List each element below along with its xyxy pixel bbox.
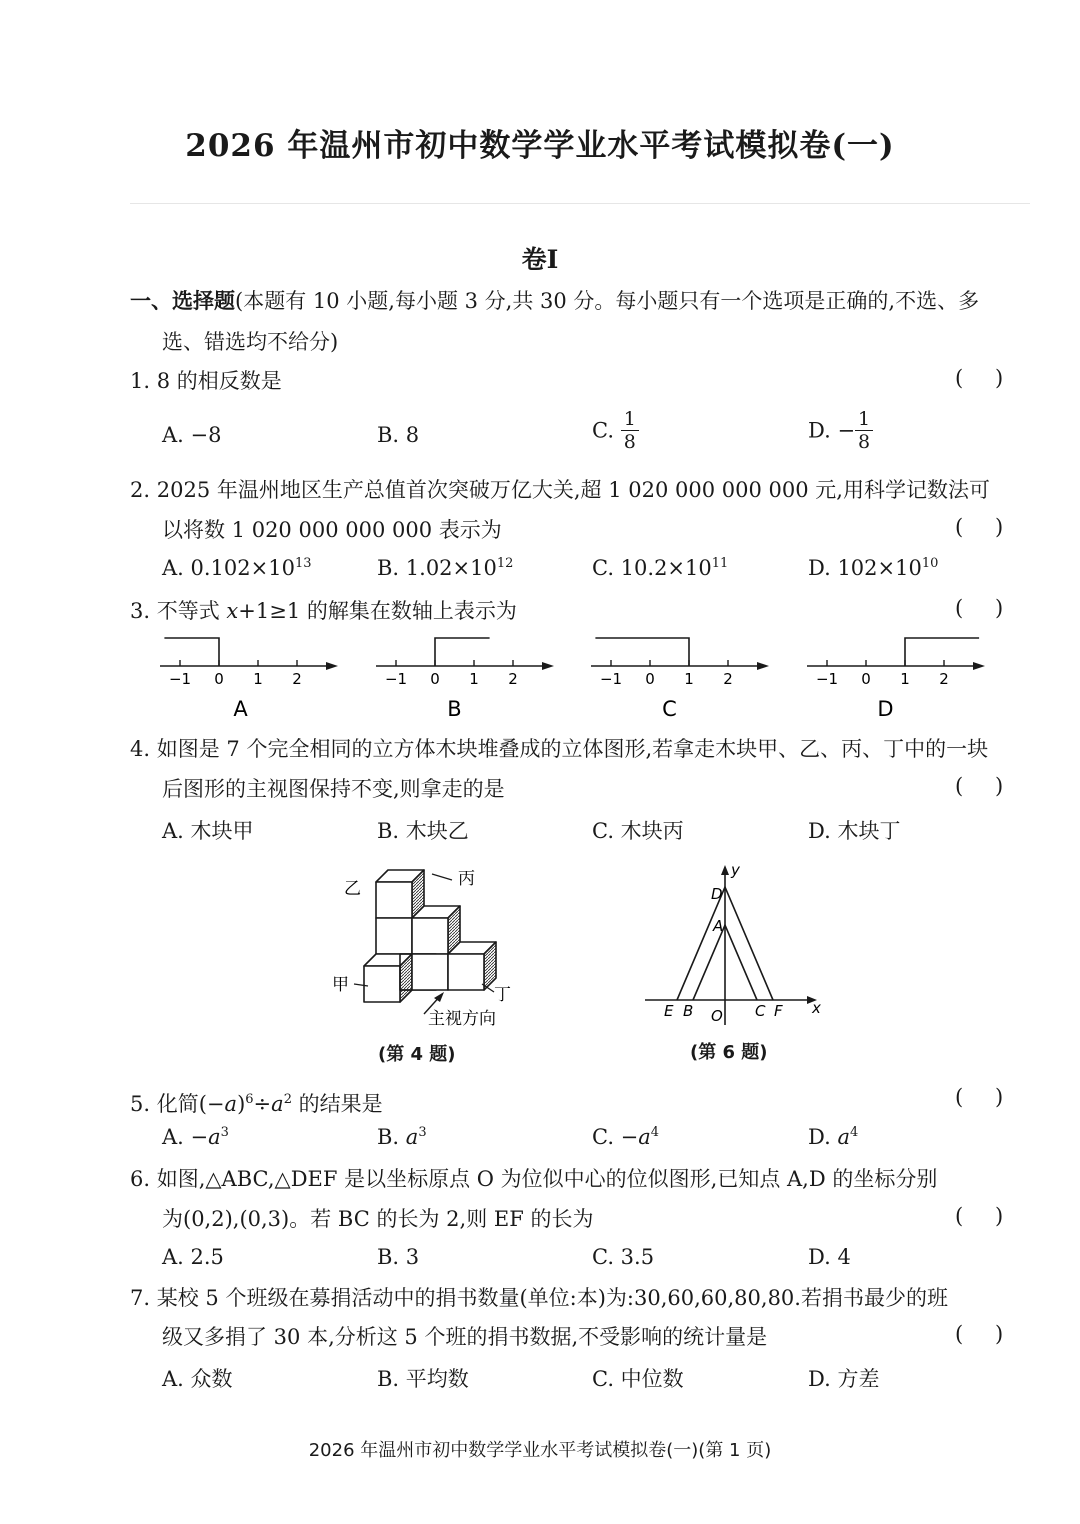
svg-text:F: F	[774, 1002, 783, 1020]
q7-option-c: C. 中位数	[592, 1367, 684, 1391]
page-footer: 2026 年温州市初中数学学业水平考试模拟卷(一)(第 1 页)	[308, 1440, 772, 1461]
q4-option-d: D. 木块丁	[808, 819, 901, 843]
q6-option-b: B. 3	[377, 1245, 420, 1269]
q4-answer-bracket[interactable]: ( )	[955, 774, 1004, 798]
number-line-option-A: A	[233, 697, 248, 721]
label-yi: 乙	[344, 879, 361, 899]
section-desc-2: 选、错选均不给分)	[162, 330, 339, 354]
q2-option-d: D. $102\times 10^{10}$	[808, 556, 939, 580]
number-line-tick-label: 0	[214, 670, 224, 688]
label-view-direction: 主视方向	[428, 1009, 496, 1029]
number-line-arrow-C	[757, 662, 769, 670]
q4-stem-2: 后图形的主视图保持不变,则拿走的是	[162, 777, 505, 801]
q7-option-b: B. 平均数	[377, 1367, 469, 1391]
q1-d-fraction: $\frac{1}{8}$	[855, 408, 873, 453]
q2-option-c: C. $10.2\times 10^{11}$	[592, 556, 729, 580]
q6-answer-bracket[interactable]: ( )	[955, 1204, 1004, 1228]
number-line-tick-label: 1	[684, 670, 694, 688]
label-bing: 丙	[458, 869, 475, 889]
fig4-caption: (第 4 题)	[378, 1044, 456, 1065]
number-line-option-C: C	[662, 697, 677, 721]
label-ding: 丁	[494, 985, 511, 1005]
q3-answer-bracket[interactable]: ( )	[955, 596, 1004, 620]
q4-cube-figure	[320, 860, 540, 1040]
svg-text:B: B	[683, 1002, 694, 1020]
q6-stem-2: 为(0,2),(0,3)。若 BC 的长为 2,则 EF 的长为	[162, 1207, 594, 1231]
q6-stem-1: 6. 如图,△ABC,△DEF 是以坐标原点 O 为位似中心的位似图形,已知点 A,D 的坐标分别	[130, 1167, 938, 1191]
section-desc-1: (本题有 10 小题,每小题 3 分,共 30 分。每小题只有一个选项是正确的,不选、多	[235, 289, 980, 313]
q5-option-a: A. $-a^3$	[162, 1125, 229, 1149]
number-line-tick-label: 2	[292, 670, 302, 688]
q7-stem-2: 级又多捐了 30 本,分析这 5 个班的捐书数据,不受影响的统计量是	[162, 1325, 768, 1349]
svg-text:C: C	[755, 1002, 766, 1020]
number-line-tick-label: 2	[508, 670, 518, 688]
number-line-arrow-B	[542, 662, 554, 670]
number-line-tick-label: 1	[469, 670, 479, 688]
number-line-tick-label: −1	[815, 670, 839, 688]
q2-option-b: B. $1.02\times 10^{12}$	[377, 556, 514, 580]
number-line-tick-label: 2	[939, 670, 949, 688]
number-line-tick-label: 1	[900, 670, 910, 688]
q4-option-b: B. 木块乙	[377, 819, 469, 843]
q1-stem: 1. 8 的相反数是	[130, 369, 282, 393]
q1-option-b: B. 8	[377, 423, 420, 447]
q1-c-fraction: $\frac{1}{8}$	[621, 408, 639, 453]
svg-text:O: O	[711, 1007, 723, 1025]
svg-text:A: A	[713, 917, 724, 935]
q6-coordinate-figure	[635, 855, 835, 1030]
q2-stem-2: 以将数 1 020 000 000 000 表示为	[162, 518, 502, 542]
q7-stem-1: 7. 某校 5 个班级在募捐活动中的捐书数量(单位:本)为:30,60,60,80,80.若捐书最少的班	[130, 1286, 948, 1310]
q7-answer-bracket[interactable]: ( )	[955, 1322, 1004, 1346]
q4-stem-1: 4. 如图是 7 个完全相同的立方体木块堆叠成的立体图形,若拿走木块甲、乙、丙、丁中的一块	[130, 737, 989, 761]
number-line-option-D: D	[877, 697, 894, 721]
q7-option-a: A. 众数	[162, 1367, 233, 1391]
solution-set-bracket-C	[595, 638, 689, 666]
part-heading: 卷Ⅰ	[521, 245, 559, 274]
q4-option-c: C. 木块丙	[592, 819, 684, 843]
section-title: 一、选择题	[130, 288, 235, 313]
svg-text:E: E	[664, 1002, 674, 1020]
number-line-option-B: B	[447, 697, 462, 721]
q2-answer-bracket[interactable]: ( )	[955, 515, 1004, 539]
title-divider	[130, 203, 1030, 204]
fig6-caption: (第 6 题)	[690, 1042, 768, 1063]
label-jia: 甲	[332, 975, 349, 995]
q1-option-d: D. − $\frac{1}{8}$	[808, 408, 873, 453]
svg-text:D: D	[711, 885, 723, 903]
number-line-tick-label: 0	[430, 670, 440, 688]
q4-option-a: A. 木块甲	[162, 819, 254, 843]
solution-set-bracket-A	[164, 638, 219, 666]
number-line-arrow-A	[326, 662, 338, 670]
svg-text:y: y	[731, 861, 740, 879]
q6-option-a: A. 2.5	[162, 1245, 224, 1269]
number-line-tick-label: −1	[599, 670, 623, 688]
q6-option-d: D. 4	[808, 1245, 851, 1269]
q5-option-b: B. $a^3$	[377, 1125, 427, 1149]
q5-option-c: C. $-a^4$	[592, 1125, 660, 1149]
solution-set-bracket-D	[905, 638, 979, 666]
q2-stem-1: 2. 2025 年温州地区生产总值首次突破万亿大关,超 1 020 000 000 000 元,用科学记数法可	[130, 478, 990, 502]
number-line-arrow-D	[973, 662, 985, 670]
exam-title: 2026 年温州市初中数学学业水平考试模拟卷(一)	[185, 128, 895, 164]
q1-answer-bracket[interactable]: ( )	[955, 366, 1004, 390]
q5-option-d: D. $a^4$	[808, 1125, 859, 1149]
solution-set-bracket-B	[435, 638, 490, 666]
number-line-tick-label: −1	[384, 670, 408, 688]
number-line-tick-label: 0	[861, 670, 871, 688]
number-line-tick-label: −1	[168, 670, 192, 688]
number-line-tick-label: 1	[253, 670, 263, 688]
number-line-tick-label: 2	[723, 670, 733, 688]
svg-text:x: x	[812, 999, 821, 1017]
q1-option-c: C. $\frac{1}{8}$	[592, 408, 639, 453]
q5-stem: 5. 化简$(-a)^6\div a^2$ 的结果是	[130, 1092, 383, 1116]
q5-answer-bracket[interactable]: ( )	[955, 1085, 1004, 1109]
q7-option-d: D. 方差	[808, 1367, 880, 1391]
q3-number-lines	[150, 630, 1010, 725]
q3-stem: 3. 不等式 x+1≥1 的解集在数轴上表示为	[130, 599, 517, 623]
q1-option-a: A. −8	[162, 423, 222, 447]
q2-option-a: A. $0.102\times 10^{13}$	[162, 556, 312, 580]
number-line-tick-label: 0	[645, 670, 655, 688]
q6-option-c: C. 3.5	[592, 1245, 655, 1269]
section-heading	[130, 285, 979, 315]
